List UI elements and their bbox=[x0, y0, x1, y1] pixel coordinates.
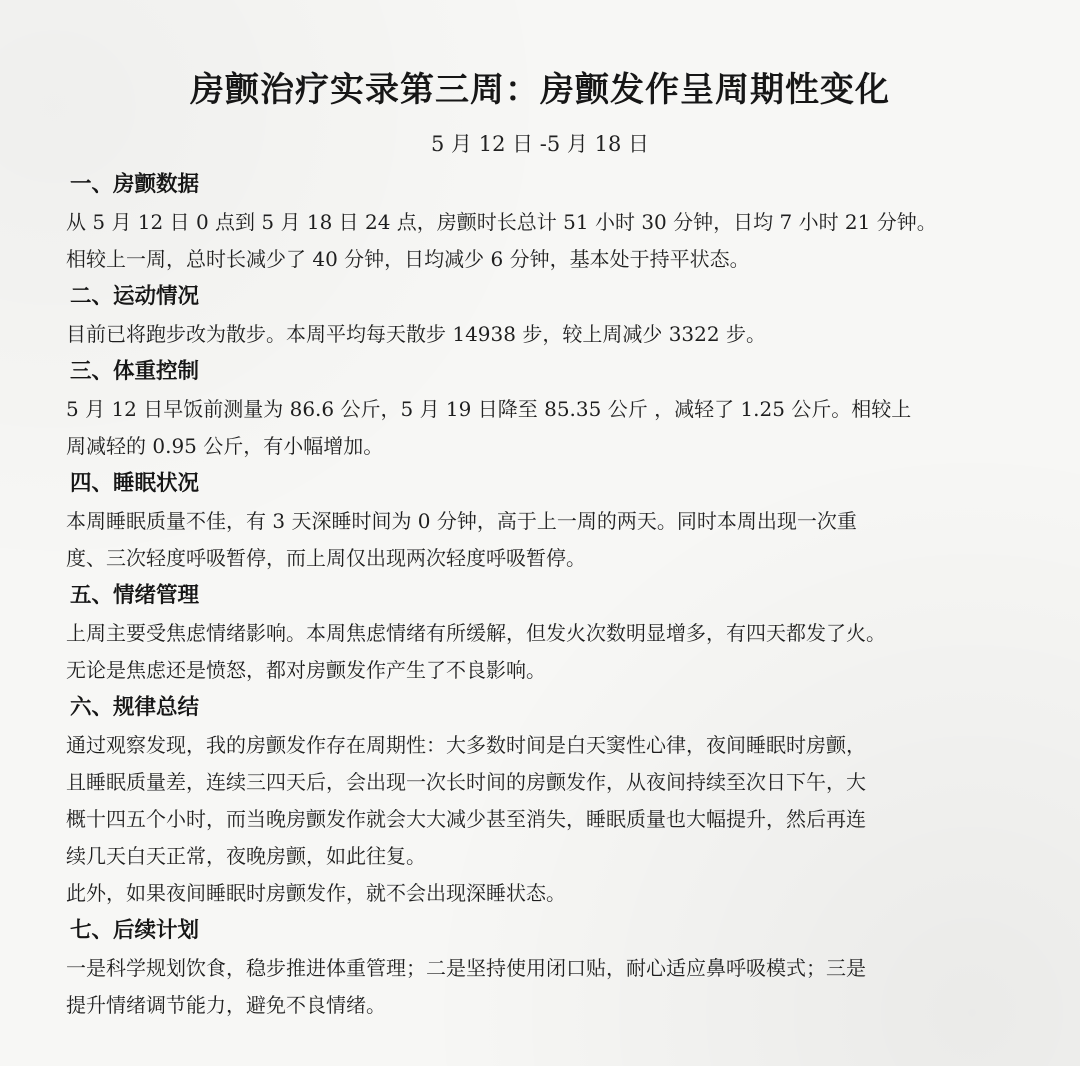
paragraph-line: 一是科学规划饮食，稳步推进体重管理；二是坚持使用闭口贴，耐心适应鼻呼吸模式；三是 bbox=[66, 956, 866, 980]
paragraph-line: 提升情绪调节能力，避免不良情绪。 bbox=[66, 993, 386, 1017]
paragraph-line: 此外，如果夜间睡眠时房颤发作，就不会出现深睡状态。 bbox=[66, 881, 566, 905]
section-heading: 七、后续计划 bbox=[70, 918, 200, 943]
paragraph-line: 目前已将跑步改为散步。本周平均每天散步 14938 步，较上周减少 3322 步。 bbox=[66, 322, 766, 346]
document-body bbox=[66, 166, 1056, 1024]
section-sleep bbox=[66, 465, 1056, 577]
paragraph-line: 从 5 月 12 日 0 点到 5 月 18 日 24 点，房颤时长总计 51 小时 30 分钟，日均 7 小时 21 分钟。 bbox=[66, 210, 937, 234]
page-title: 房颤治疗实录第三周：房颤发作呈周期性变化 bbox=[190, 70, 890, 110]
section-exercise bbox=[66, 278, 1056, 353]
paragraph-line: 5 月 12 日早饭前测量为 86.6 公斤，5 月 19 日降至 85.35 公斤 ，减轻了 1.25 公斤。相较上 bbox=[66, 397, 912, 421]
section-pattern-summary bbox=[66, 689, 1056, 912]
section-follow-up-plan bbox=[66, 912, 1056, 1024]
paragraph-line: 度、三次轻度呼吸暂停，而上周仅出现两次轻度呼吸暂停。 bbox=[66, 546, 586, 570]
paragraph-line: 通过观察发现，我的房颤发作存在周期性：大多数时间是白天窦性心律，夜间睡眠时房颤， bbox=[66, 733, 866, 757]
section-emotion bbox=[66, 577, 1056, 689]
section-heading: 二、运动情况 bbox=[70, 284, 200, 309]
section-heading: 六、规律总结 bbox=[70, 695, 200, 720]
paragraph-line: 续几天白天正常，夜晚房颤，如此往复。 bbox=[66, 844, 426, 868]
paragraph-line: 上周主要受焦虑情绪影响。本周焦虑情绪有所缓解，但发火次数明显增多，有四天都发了火。 bbox=[66, 621, 886, 645]
paragraph-line: 无论是焦虑还是愤怒，都对房颤发作产生了不良影响。 bbox=[66, 658, 546, 682]
section-heading: 五、情绪管理 bbox=[70, 583, 200, 608]
date-range: 5 月 12 日 -5 月 18 日 bbox=[431, 132, 649, 156]
section-fibrillation-data bbox=[66, 166, 1056, 278]
section-heading: 一、房颤数据 bbox=[70, 172, 200, 197]
section-heading: 三、体重控制 bbox=[70, 359, 200, 384]
paragraph-line: 概十四五个小时，而当晚房颤发作就会大大减少甚至消失，睡眠质量也大幅提升，然后再连 bbox=[66, 807, 866, 831]
paragraph-line: 相较上一周，总时长减少了 40 分钟，日均减少 6 分钟，基本处于持平状态。 bbox=[66, 247, 750, 271]
paragraph-line: 且睡眠质量差，连续三四天后，会出现一次长时间的房颤发作，从夜间持续至次日下午，大 bbox=[66, 770, 866, 794]
paragraph-line: 周减轻的 0.95 公斤，有小幅增加。 bbox=[66, 434, 384, 458]
paragraph-line: 本周睡眠质量不佳，有 3 天深睡时间为 0 分钟，高于上一周的两天。同时本周出现一次重 bbox=[66, 509, 857, 533]
section-weight bbox=[66, 353, 1056, 465]
section-heading: 四、睡眠状况 bbox=[70, 471, 200, 496]
